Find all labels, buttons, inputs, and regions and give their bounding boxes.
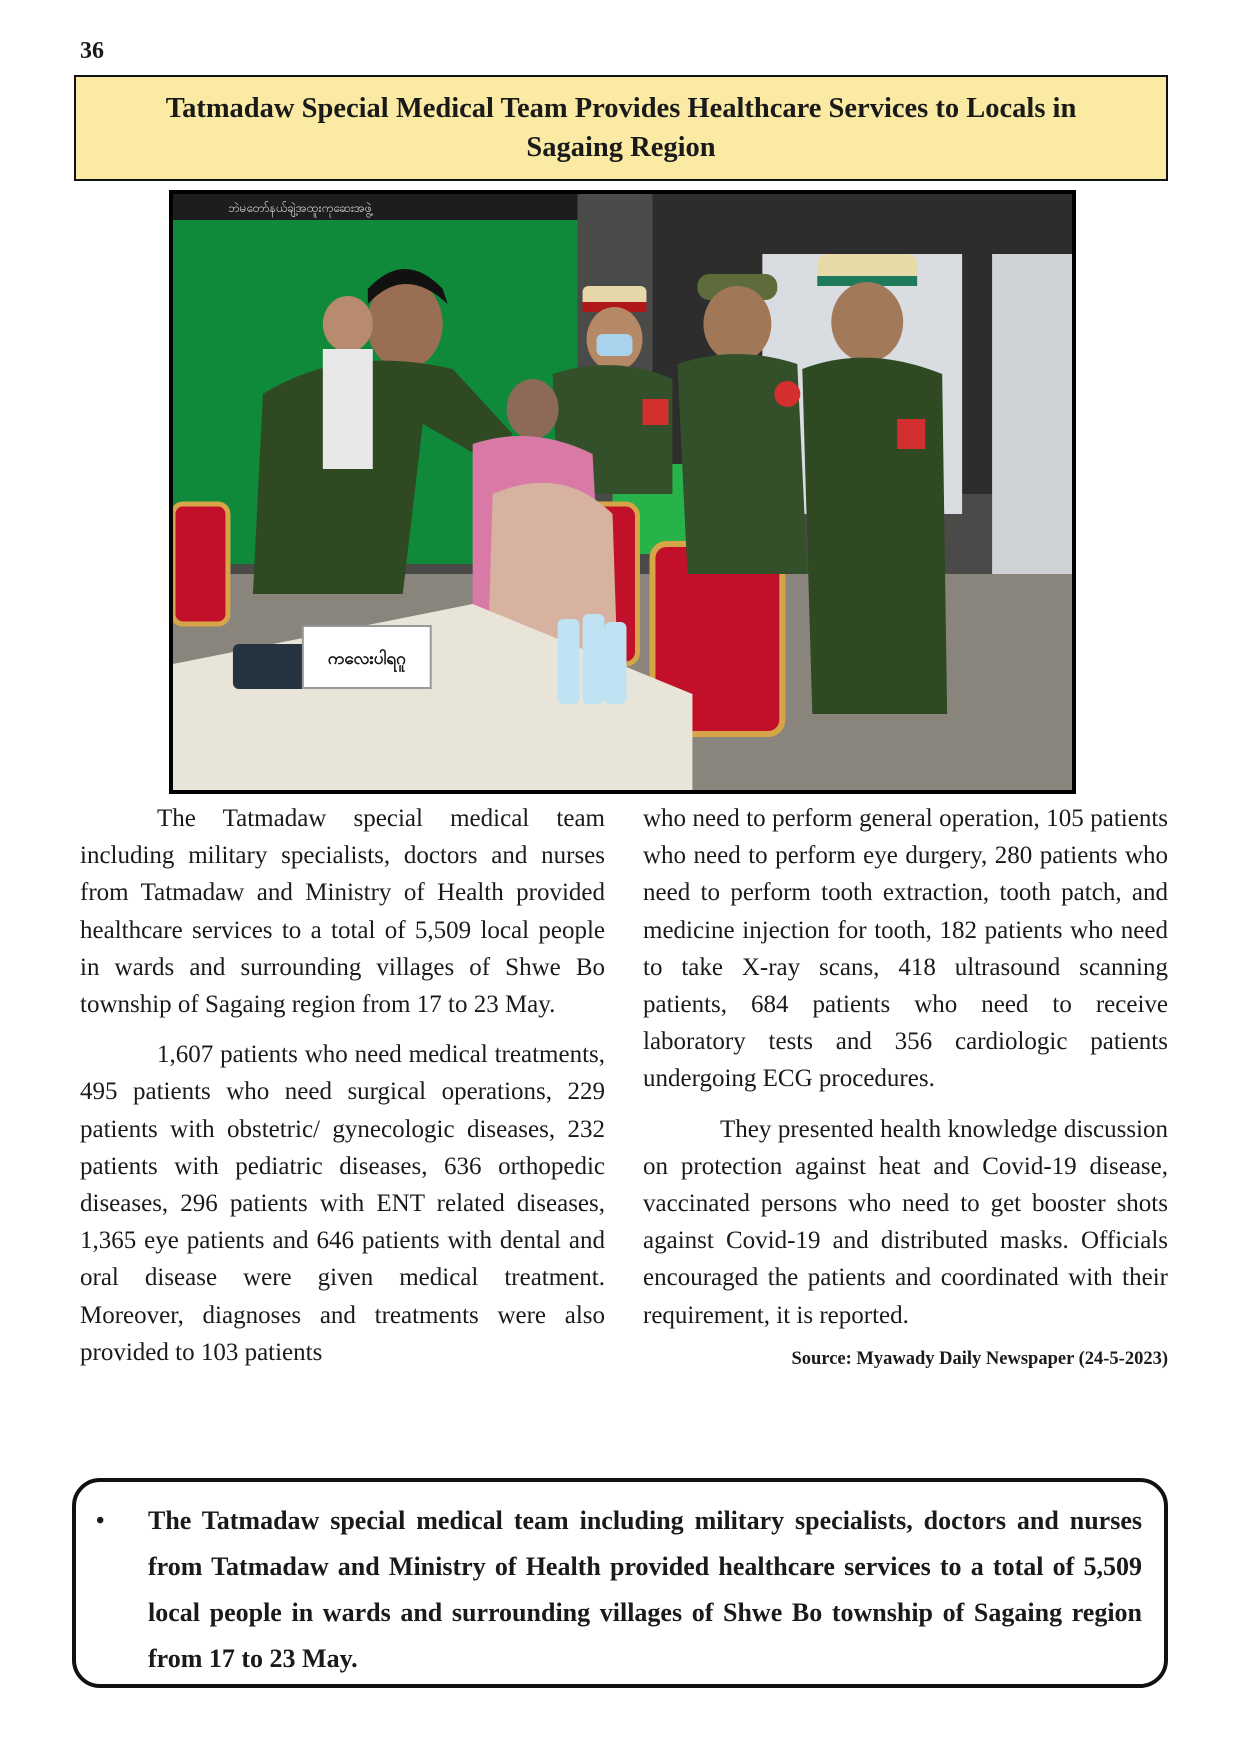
officer3-head [831,282,903,362]
bp-monitor-bag [233,644,313,689]
paragraph-2-continued: who need to perform general operation, 105 patients who need to perform eye durgery, 280 patients who need to perform tooth extraction, tooth patch, and medicine injection for tooth, 182 patients who need to take X-ray scans, 418 ultrasound scanning patients, 684 patients who need to receive laboratory tests and 356 cardiologic patients undergoing ECG procedures. [643,805,1168,1093]
title-box [74,75,1168,181]
summary-box [72,1478,1168,1688]
placard-text: ကလေးပါရဂူ [327,648,406,670]
water-bottle-3 [605,622,627,704]
officer2-head [703,286,771,362]
chair-left [173,504,228,624]
summary-text: The Tatmadaw special medical team including military specialists, doctors and nurses from Tatmadaw and Ministry of Health provided healthcare services to a total of 5,509 local people in wards and surrounding villages of Shwe Bo township of Sagaing region from 17 to 23 May. [148,1506,1142,1673]
nurse-head [323,296,373,352]
source-credit: Source: Myawady Daily Newspaper (24-5-2023) [791,1348,1168,1369]
officer-mask [597,334,633,356]
water-bottle-2 [583,614,605,704]
photo-illustration [173,194,1072,790]
banner-text: ဘဲမတော်နယ်ချဲ့အထူးကုဆေးအဖွဲ့ [227,200,372,216]
bullet-icon: • [96,1508,105,1534]
water-bottle-1 [558,619,580,704]
summary-list [98,1498,1142,1682]
officer3-uniform [802,358,947,714]
paragraph-2: 1,607 patients who need medical treatments, 495 patients who need surgical operations, 229 patients with obstetric/ gynecologic diseases, 232 patients with pediatric diseases, 636 orthopedic diseases, 296 patients with ENT related diseases, 1,365 eye patients and 646 patients with dental and oral disease were given medical treatment. Moreover, diagnoses and treatments were also provided to 103 patients [80,1041,605,1366]
article-title: Tatmadaw Special Medical Team Provides Healthcare Services to Locals in Sagaing Region [165,93,1077,163]
paragraph-3: They presented health knowledge discussion on protection against heat and Covid-19 disease, vaccinated persons who need to get booster shots against Covid-19 and distributed masks. Officials encouraged the patients and coordinated with their requirement, it is reported. [643,1115,1168,1329]
article-column-right [643,800,1168,1371]
paragraph-1: The Tatmadaw special medical team including military specialists, doctors and nurses from Tatmadaw and Ministry of Health provided healthcare services to a total of 5,509 local people in wards and surrounding villages of Shwe Bo township of Sagaing region from 17 to 23 May. [80,805,605,1019]
summary-item [96,1498,1142,1682]
child-head [507,379,559,439]
page-number: 36 [80,38,104,64]
officer3-badge [897,419,925,449]
article-column-left [80,800,605,1384]
article-photo [169,190,1076,794]
officer-badge [642,399,668,425]
officer2-badge [774,381,800,407]
nurse-body [323,349,373,469]
